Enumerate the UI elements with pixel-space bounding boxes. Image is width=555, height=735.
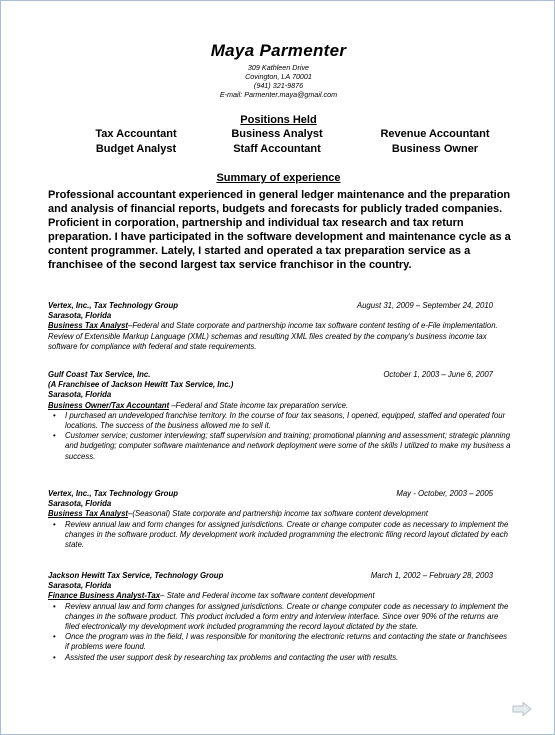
job-bullets — [48, 602, 513, 663]
contact-phone: (941) 321-9876 — [253, 81, 304, 90]
next-page-arrow-icon[interactable] — [512, 702, 532, 716]
job-description — [48, 321, 513, 352]
job-entry — [48, 571, 513, 663]
job-description — [48, 591, 513, 601]
summary-text: Professional accountant experienced in general ledger maintenance and the preparation and analysis of financial reports, budgets and forecasts for publicly traded companies. Proficient in corporation, partnership and individual tax research and tax return preparation. I have participated in the software development and maintenance cycle as a content programmer. Lately, I started and operated a tax preparation service as a franchisee of the second largest tax service franchisor in the country. — [48, 189, 511, 272]
job-bullets — [48, 520, 513, 551]
job-role: Business Tax Analyst — [48, 509, 129, 519]
job-bullet: • Assisted the user support desk by researching tax problems and contacting the user with results. — [65, 653, 513, 663]
position-item: Revenue Accountant — [380, 128, 490, 140]
position-item: Staff Accountant — [233, 143, 321, 155]
summary-heading: Summary of experience — [216, 172, 341, 184]
job-bullet: • Review annual law and form changes for assigned jurisdictions. Create or change computer code as necessary to implement the changes in the software product. This product included a form entry and interview interface. Since over 90% of the returns are filed electronically my development work included programming the record layout dictated by the state. — [65, 602, 513, 633]
job-company: Gulf Coast Tax Service, Inc. — [48, 370, 151, 379]
resume-name: Maya Parmenter — [210, 41, 347, 60]
job-role: Business Tax Analyst — [48, 321, 129, 331]
job-role: Finance Business Analyst-Tax — [48, 591, 161, 601]
job-company: Vertex, Inc., Tax Technology Group — [48, 489, 178, 498]
job-entry — [48, 301, 513, 352]
job-desc-text: –Federal and State corporate and partnership income tax software content testing of e-File implementation. Review of Extensible Markup Language (XML) schemas and resulting XML files created by the company's business income tax software for compliance with federal and state requirements. — [48, 321, 498, 351]
job-bullet: • I purchased an undeveloped franchise territory. In the course of four tax seasons, I opened, equipped, staffed and operated four locations. The success of the business allowed me to sell it. — [65, 411, 513, 431]
job-location: Sarasota, Florida — [48, 499, 112, 509]
contact-city: Covington, LA 70001 — [245, 72, 312, 81]
job-dates: October 1, 2003 – June 6, 2007 — [383, 370, 493, 379]
job-location: Sarasota, Florida — [48, 311, 112, 321]
position-item: Business Analyst — [231, 128, 323, 140]
position-item: Business Owner — [391, 143, 479, 155]
job-dates: August 31, 2009 – September 24, 2010 — [356, 301, 493, 310]
job-subcompany: (A Franchisee of Jackson Hewitt Tax Service, Inc.) — [48, 380, 234, 390]
job-role: Business Owner/Tax Accountant — [48, 400, 170, 410]
positions-heading: Positions Held — [240, 114, 317, 126]
job-bullet: • Customer service; customer interviewing; staff supervision and training; promotional planning and assessment; strategic planning and budgeting; computer software maintenance and network deployment were some of the skills I utilized to make my business a success. — [65, 431, 513, 462]
position-item: Tax Accountant — [95, 128, 177, 140]
job-description — [48, 401, 513, 411]
job-bullet: • Review annual law and form changes for assigned jurisdictions. Create or change computer code as necessary to implement the changes in the software product. My development work included programming the electronic filing record layout dictated by each state. — [65, 520, 513, 551]
job-description — [48, 509, 513, 519]
contact-email: E-mail: Parmenter.maya@gmail.com — [219, 90, 338, 99]
job-location: Sarasota, Florida — [48, 581, 112, 591]
job-bullet: • Once the program was in the field, I was responsible for monitoring the electronic returns and contacting the state or franchisees if problems were found. — [65, 632, 513, 652]
job-dates: March 1, 2002 – February 28, 2003 — [370, 571, 493, 580]
job-desc-text: – State and Federal income tax software content development — [160, 591, 375, 601]
job-company: Vertex, Inc., Tax Technology Group — [48, 301, 178, 310]
job-company: Jackson Hewitt Tax Service, Technology Group — [48, 571, 224, 580]
job-desc-text: –(Seasonal) State corporate and partnership income tax software content development — [128, 509, 428, 519]
job-desc-text: –Federal and State income tax preparation service. — [169, 400, 349, 410]
position-item: Budget Analyst — [95, 143, 177, 155]
job-bullets — [48, 411, 513, 462]
job-location: Sarasota, Florida — [48, 390, 112, 400]
job-entry — [48, 489, 513, 550]
job-dates: May - October, 2003 – 2005 — [396, 489, 493, 498]
contact-address: 309 Kathleen Drive — [247, 63, 310, 72]
job-entry — [48, 370, 513, 462]
